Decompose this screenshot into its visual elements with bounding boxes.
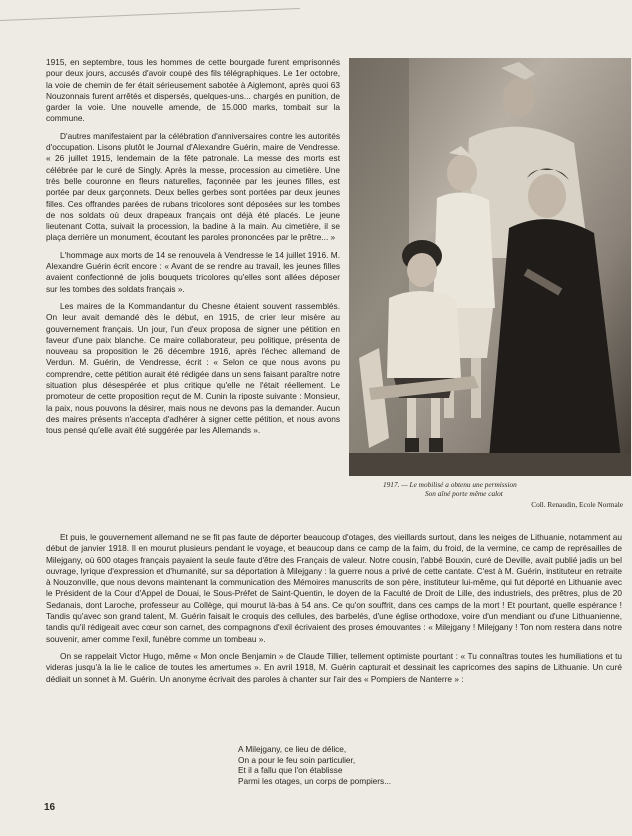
paragraph: D'autres manifestaient par la célébration d'anniversaires contre les autorités d'occupation. Lisons plutôt le Journal d'Alexandre Guérin, maire de Vendresse. « 26 juillet 1915, lendemain de la fête patronale. La messe des morts est célébrée par le curé de Singly. Après la messe, procession au cimetière. Une très belle couronne en fleurs naturelles, façonnée par les jeunes filles, est portée par deux garçonnets. Deux belles gerbes sont portées par deux jeunes filles. Ces offrandes parées de rubans tricolores sont déposées sur les tombes de nos soldats où deux drapeaux français ont déjà été placés. Le jeune lieutenant Cotta, suivait la procession, la badine à la main. Au cimetière, il se plaça derrière un monument, écoutant les paroles prononcées par le prêtre... » (46, 130, 340, 243)
poem-line: Parmi les otages, un corps de pompiers... (238, 776, 392, 787)
left-column (46, 57, 340, 443)
poem-line: On a pour le feu soin particulier, (238, 754, 356, 765)
poem-line: A Milejgany, ce lieu de délice, (238, 744, 347, 754)
caption-line-2: Son aîné porte même calot (425, 489, 503, 498)
family-photograph (349, 58, 631, 476)
poem-quote (238, 744, 538, 787)
paragraph: Et puis, le gouvernement allemand ne se fit pas faute de déporter beaucoup d'otages, des vieillards surtout, dans les neiges de Lithuanie, notamment au début de janvier 1918. Il en mourut plusieurs pendant le voyage, et beaucoup dans ce camp de la faim, du froid, de la vermine, ce camp de représailles de Milejgany, où 600 otages français payaient la seule faute d'être des Français de valeur. Notre cousin, l'abbé Bouxin, curé de Deville, avait publié jadis un bel ouvrage, lyrique d'expression et d'humanité, sur sa déportation à Milejgany : la guerre nous a privé de cette cantate. C'est à M. Guérin, instituteur en retraite à Nouzonville, que nous devons maintenant la communication des Mémoires manuscrits de son père, instituteur lui-même, qui fut déporté en Lithuanie avec le Président de la Cour d'Appel de Douai, le Sous-Préfet de Saint-Quentin, le doyen de la Faculté de Droit de Lille, des industriels, des prêtres, plus de 20 Sedanais, dont Laroche, professeur au Collège, qui mourut là-bas à 54 ans. Ce qu'on souffrit, dans ces camps de la mort ! Et pourtant, quelle espérance ! Tandis qu'avec son grand talent, M. Guérin faisait le croquis des cellules, des barbelés, d'une église orthodoxe, voire d'un mendiant ou d'une Lithuanienne, tandis qu'il rédigeait avec cœur son carnet, des compagnons d'exil écrivaient des proses émouvantes : « Milejgany ! Milejgany ! Ton nom restera dans notre souvenir, amer comme l'exil, funèbre comme un tombeau ». (46, 532, 622, 644)
full-width-text (46, 532, 622, 691)
poem-line: Et il a fallu que l'on établisse (238, 765, 343, 776)
photograph-image (349, 58, 631, 476)
photo-caption (383, 480, 623, 509)
caption-credit: Coll. Renaudin, Ecole Normale (531, 500, 623, 509)
page-number: 16 (44, 802, 56, 813)
top-rule (0, 8, 300, 21)
paragraph: L'hommage aux morts de 14 se renouvela à Vendresse le 14 juillet 1916. M. Alexandre Guérin écrit encore : « Avant de se rendre au travail, les jeunes filles avaient confectionné de jolis bouquets tricolores qu'elles sont allées déposer sur les tombes des soldats français ». (46, 249, 340, 294)
paragraph: 1915, en septembre, tous les hommes de cette bourgade furent emprisonnés pour deux jours, accusés d'avoir coupé des fils télégraphiques. Le 1er octobre, la voie de chemin de fer était sérieusement sabotée à Aiglemont, après quoi 63 Nouzonnais furent arrêtés et dispersés, quelques-uns... chargés en punition, de garder la voie. Une nouvelle amende, de 15.000 marks, tombait sur la commune. (46, 57, 340, 124)
caption-line-1: 1917. — Le mobilisé a obtenu une permission (383, 480, 517, 489)
paragraph: On se rappelait Victor Hugo, même « Mon oncle Benjamin » de Claude Tillier, tellement optimiste pourtant : « Tu connaîtras toutes les humiliations et tu videras jusqu'à la lie le calice de toutes les amertumes ». En avril 1918, M. Guérin capturait et dessinait les capricornes des sapins de Lithuanie. Un curé dédiait un sonnet à M. Guérin. Un anonyme écrivait des paroles à chanter sur l'air des « Pompiers de Nanterre » : (46, 650, 622, 684)
paragraph: Les maires de la Kommandantur du Chesne étaient souvent rassemblés. On leur avait demandé dès le début, en 1915, de crier leur misère au gouvernement français. Un jour, l'un d'eux proposa de signer une pétition en faveur d'une paix blanche. Ce maire collaborateur, peu politique, présenta de nouveau sa proposition le 26 décembre 1916, après l'échec allemand de Verdun. M. Guérin, de Vendresse, écrit : « Selon ce que nous avons pu comprendre, cette pétition aurait été rédigée dans un sens faisant paraître notre situation plus désespérée et plus critique qu'elle ne l'était réellement. Le promoteur de cette proposition reçut de M. Cunin la riposte suivante : Monsieur, la paix, nous pouvons la désirer, mais nous ne devons pas la demander. Aucun des maires présents n'accepta d'adhérer à signer cette pétition, et nous avons tous pensé qu'elle avait été suggérée par les Allemands ». (46, 300, 340, 436)
